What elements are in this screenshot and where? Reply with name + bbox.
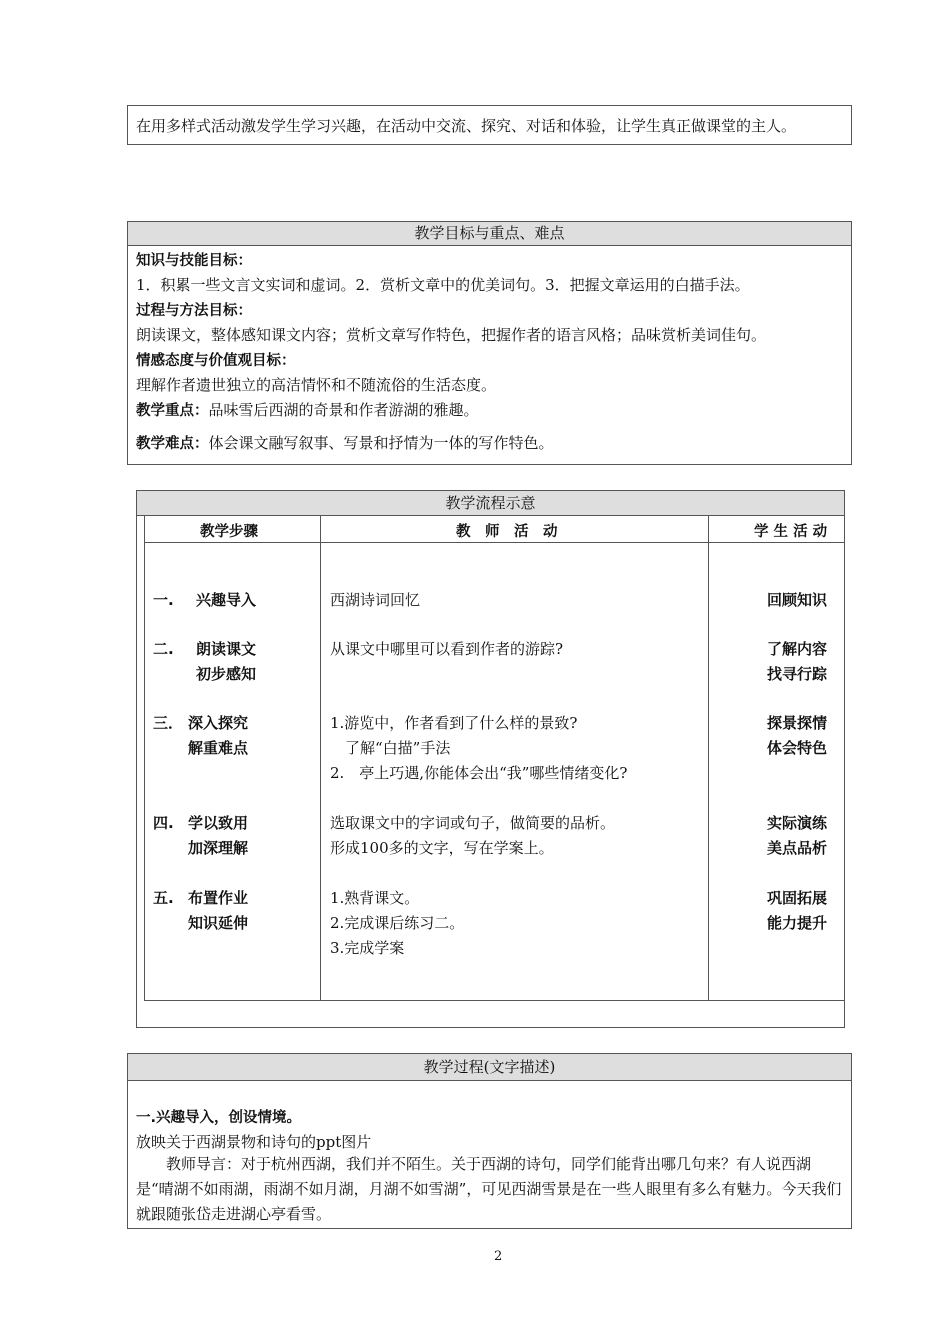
process-header: 教学过程(文字描述) bbox=[128, 1054, 851, 1081]
step-1-title: 兴趣导入 bbox=[196, 591, 257, 609]
step-4-teacher-2: 形成100多的文字，写在学案上。 bbox=[330, 839, 554, 857]
key-label: 教学重点： bbox=[136, 403, 209, 419]
process-text: 朗读课文，整体感知课文内容；赏析文章写作特色，把握作者的语言风格；品味赏析美词佳句。 bbox=[136, 326, 767, 344]
difficulty-point bbox=[136, 432, 554, 453]
step-2-teacher: 从课文中哪里可以看到作者的游踪? bbox=[330, 640, 564, 658]
step-3-teacher-3: 2. 亭上巧遇,你能体会出“我”哪些情绪变化? bbox=[330, 764, 628, 782]
step-4-student-2: 美点品析 bbox=[767, 839, 828, 857]
difficulty-label: 教学难点： bbox=[136, 436, 209, 452]
goals-box bbox=[127, 221, 852, 465]
flow-table-divider-1 bbox=[320, 516, 321, 1001]
step-1-student: 回顾知识 bbox=[767, 591, 828, 609]
step-1-num: 一. bbox=[153, 591, 174, 609]
step-5-student-2: 能力提升 bbox=[767, 914, 828, 932]
step-2-num: 二. bbox=[153, 640, 174, 658]
flow-table-divider-2 bbox=[708, 516, 709, 1001]
col-steps: 教学步骤 bbox=[200, 524, 258, 540]
emotion-label: 情感态度与价值观目标： bbox=[136, 353, 296, 369]
flow-table-bottom-rule bbox=[144, 1000, 845, 1001]
step-5-teacher-2: 2.完成课后练习二。 bbox=[330, 914, 465, 932]
key-text: 品味雪后西湖的奇景和作者游湖的雅趣。 bbox=[208, 401, 479, 419]
flow-header: 教学流程示意 bbox=[137, 491, 844, 516]
step-2-title-2: 初步感知 bbox=[196, 665, 257, 683]
step-4-title-2: 加深理解 bbox=[188, 839, 249, 857]
key-point bbox=[136, 399, 479, 420]
knowledge-text: 1．积累一些文言文实词和虚词。2．赏析文章中的优美词句。3．把握文章运用的白描手法。 bbox=[136, 276, 750, 294]
process-box bbox=[127, 1053, 852, 1229]
process-line-1: 放映关于西湖景物和诗句的ppt图片 bbox=[136, 1133, 372, 1151]
flow-table-left-border bbox=[144, 516, 145, 1001]
process-paragraph: 教师导言：对于杭州西湖，我们并不陌生。关于西湖的诗句，同学们能背出哪几句来？有人说西湖是“晴湖不如雨湖，雨湖不如月湖，月湖不如雪湖”，可见西湖雪景是在一些人眼里有多么有魅力。今天我们就跟随张岱走进湖心亭看雪。 bbox=[136, 1155, 842, 1223]
step-1-teacher: 西湖诗词回忆 bbox=[330, 591, 421, 609]
goals-header: 教学目标与重点、难点 bbox=[128, 222, 851, 246]
step-2-title-1: 朗读课文 bbox=[196, 640, 257, 658]
step-3-student-1: 探景探情 bbox=[767, 714, 828, 732]
flow-box bbox=[136, 490, 845, 1028]
step-5-teacher-1: 1.熟背课文。 bbox=[330, 889, 420, 907]
process-label: 过程与方法目标： bbox=[136, 303, 252, 319]
step-3-title-2: 解重难点 bbox=[188, 739, 249, 757]
step-2-student-2: 找寻行踪 bbox=[767, 665, 828, 683]
step-5-title-1: 布置作业 bbox=[188, 889, 249, 907]
step-3-teacher-2: 了解“白描”手法 bbox=[330, 739, 451, 757]
col-student: 学 生 活 动 bbox=[754, 524, 828, 540]
step-4-num: 四. bbox=[153, 814, 174, 832]
step-4-student-1: 实际演练 bbox=[767, 814, 828, 832]
knowledge-label: 知识与技能目标： bbox=[136, 253, 252, 269]
intro-text: 在用多样式活动激发学生学习兴趣，在活动中交流、探究、对话和体验，让学生真正做课堂的主人。 bbox=[136, 117, 797, 135]
page-number: 2 bbox=[494, 1249, 503, 1264]
step-2-student-1: 了解内容 bbox=[767, 640, 828, 658]
step-4-title-1: 学以致用 bbox=[188, 814, 249, 832]
step-3-teacher-1: 1.游览中，作者看到了什么样的景致? bbox=[330, 714, 578, 732]
intro-box bbox=[127, 105, 852, 145]
step-3-student-2: 体会特色 bbox=[767, 739, 828, 757]
col-teacher: 教 师 活 动 bbox=[456, 524, 558, 540]
emotion-text: 理解作者遗世独立的高洁情怀和不随流俗的生活态度。 bbox=[136, 376, 497, 394]
step-5-student-1: 巩固拓展 bbox=[767, 889, 828, 907]
step-3-title-1: 深入探究 bbox=[188, 714, 249, 732]
process-section-title: 一.兴趣导入，创设情境。 bbox=[136, 1110, 302, 1126]
difficulty-text: 体会课文融写叙事、写景和抒情为一体的写作特色。 bbox=[208, 434, 554, 452]
step-4-teacher-1: 选取课文中的字词或句子，做简要的品析。 bbox=[330, 814, 616, 832]
flow-table-header-rule bbox=[144, 542, 845, 543]
step-3-num: 三． bbox=[153, 714, 184, 732]
step-5-num: 五. bbox=[153, 889, 174, 907]
step-5-title-2: 知识延伸 bbox=[188, 914, 249, 932]
step-5-teacher-3: 3.完成学案 bbox=[330, 939, 405, 957]
